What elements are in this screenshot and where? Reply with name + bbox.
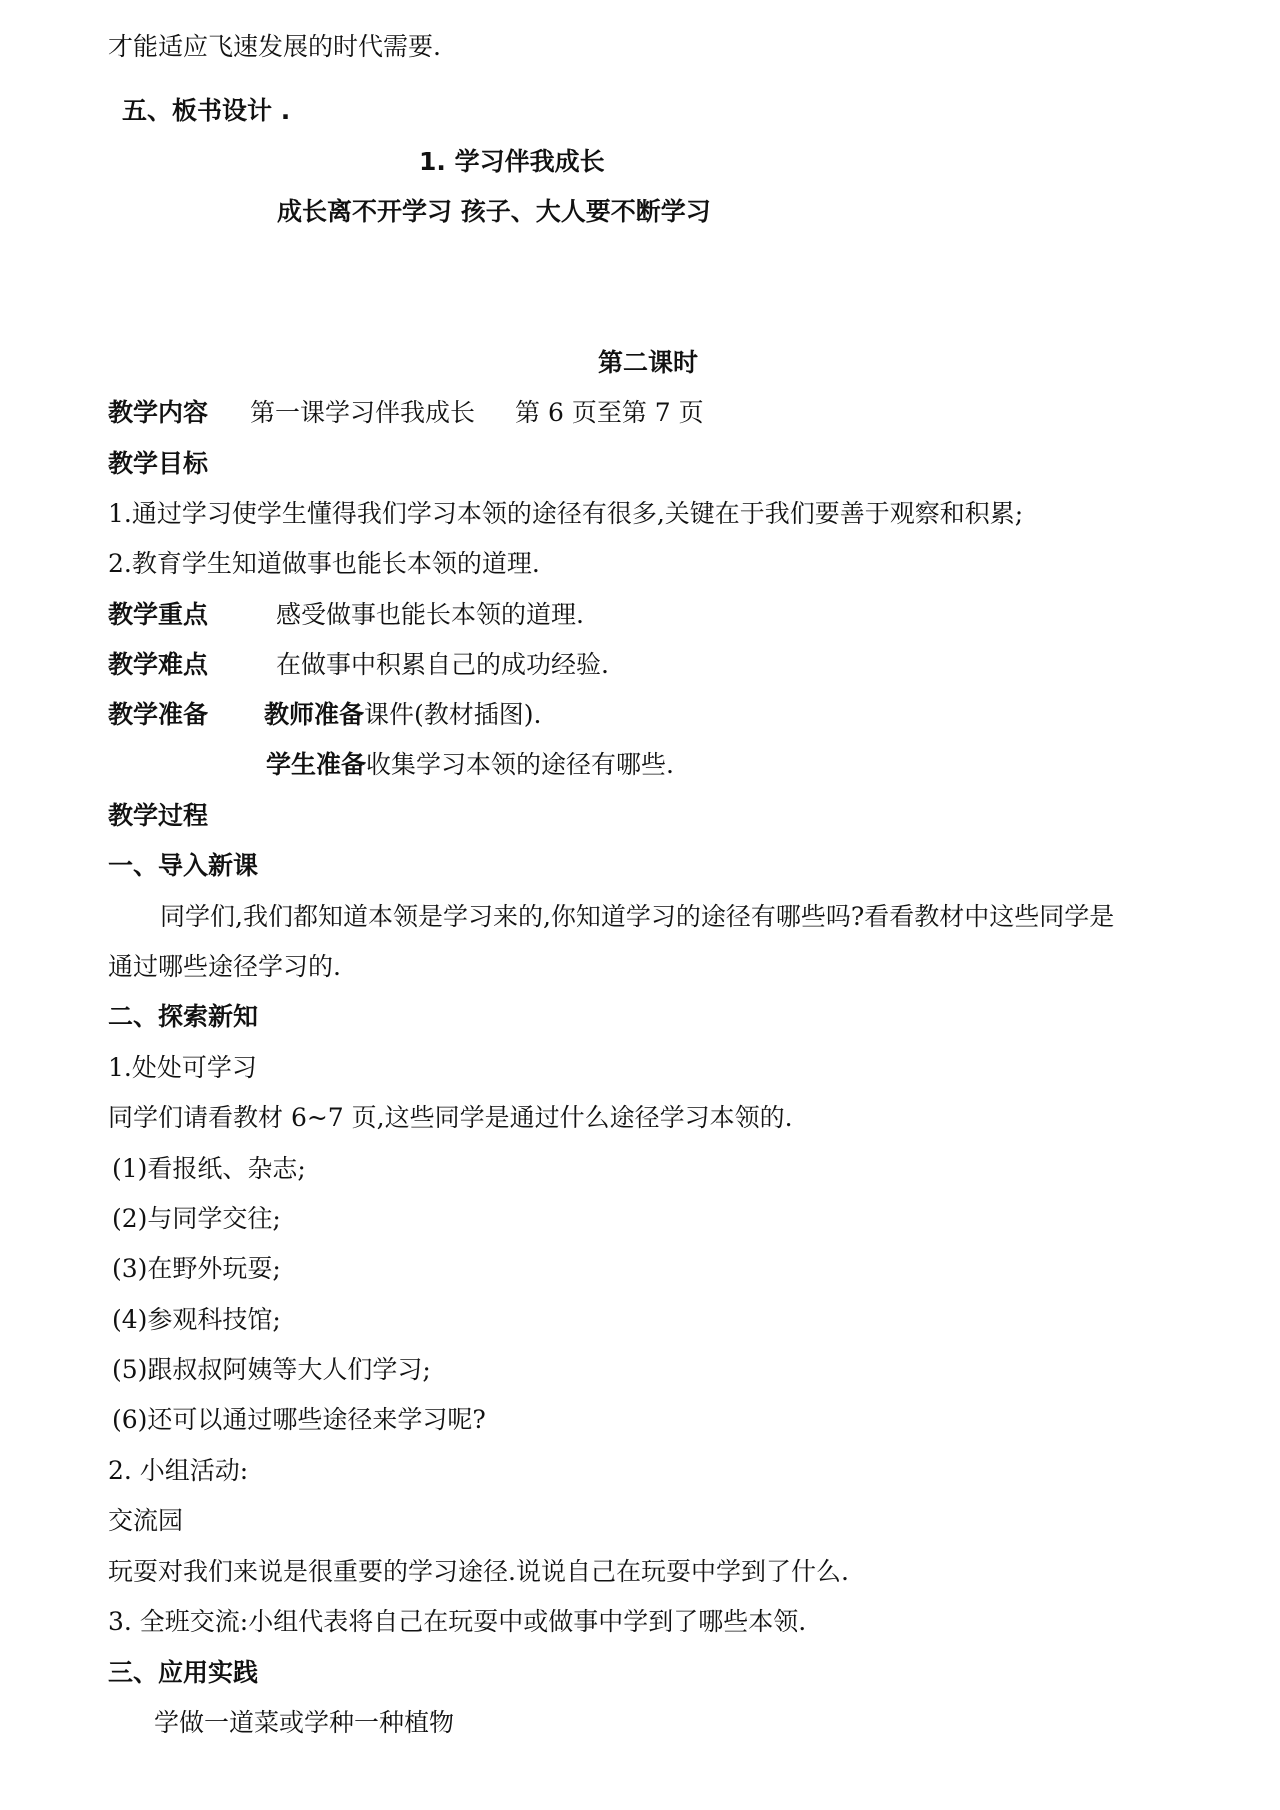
content-text-1: 第一课学习伴我成长 [250, 398, 476, 427]
difficulty-text: 在做事中积累自己的成功经验. [276, 650, 609, 679]
section-2-intro: 同学们请看教材 6~7 页,这些同学是通过什么途径学习本领的. [108, 1103, 793, 1132]
section-2-sub-2: 2. 小组活动: [108, 1456, 249, 1485]
student-prep-text: 收集学习本领的途径有哪些. [366, 750, 674, 779]
key-label: 教学重点 [108, 600, 209, 629]
lesson-title: 第二课时 [598, 348, 699, 377]
board-title: 1. 学习伴我成长 [419, 147, 605, 176]
section-3-text: 学做一道菜或学种一种植物 [154, 1708, 455, 1737]
difficulty-label: 教学难点 [108, 650, 209, 679]
list-item: (5)跟叔叔阿姨等大人们学习; [112, 1355, 431, 1384]
exchange-garden-label: 交流园 [108, 1506, 184, 1535]
intro-continuation: 才能适应飞速发展的时代需要. [108, 32, 441, 61]
list-item: (3)在野外玩耍; [112, 1254, 281, 1283]
section-2-heading: 二、探索新知 [108, 1002, 259, 1031]
process-label: 教学过程 [108, 801, 209, 830]
list-item: (2)与同学交往; [112, 1204, 281, 1233]
board-subtitle: 成长离不开学习 孩子、大人要不断学习 [277, 197, 711, 226]
section-1-para-1: 同学们,我们都知道本领是学习来的,你知道学习的途径有哪些吗?看看教材中这些同学是 [160, 902, 1115, 931]
goals-label: 教学目标 [108, 449, 209, 478]
goal-item-2: 2.教育学生知道做事也能长本领的道理. [108, 549, 540, 578]
content-text-2: 第 6 页至第 7 页 [515, 398, 704, 427]
section-2-sub-3: 3. 全班交流:小组代表将自己在玩耍中或做事中学到了哪些本领. [108, 1607, 807, 1636]
board-design-heading: 五、板书设计 . [122, 96, 291, 125]
list-item: (6)还可以通过哪些途径来学习呢? [112, 1405, 486, 1434]
content-row [108, 398, 704, 428]
section-1-para-2: 通过哪些途径学习的. [108, 952, 341, 981]
student-prep-row [266, 750, 674, 780]
teacher-prep-text: 课件(教材插图). [364, 700, 542, 729]
section-1-heading: 一、导入新课 [108, 851, 259, 880]
key-row [108, 600, 584, 630]
prep-row [108, 700, 542, 730]
key-text: 感受做事也能长本领的道理. [276, 600, 584, 629]
teacher-prep-label: 教师准备 [264, 700, 365, 729]
list-item: (4)参观科技馆; [112, 1305, 281, 1334]
list-item: (1)看报纸、杂志; [112, 1154, 306, 1183]
section-3-heading: 三、应用实践 [108, 1658, 259, 1687]
section-2-sub-1: 1.处处可学习 [108, 1053, 257, 1082]
difficulty-row [108, 650, 609, 680]
goal-item-1: 1.通过学习使学生懂得我们学习本领的途径有很多,关键在于我们要善于观察和积累; [108, 499, 1024, 528]
exchange-garden-text: 玩耍对我们来说是很重要的学习途径.说说自己在玩耍中学到了什么. [108, 1557, 849, 1586]
prep-label: 教学准备 [108, 700, 209, 729]
student-prep-label: 学生准备 [266, 750, 367, 779]
content-label: 教学内容 [108, 398, 209, 427]
